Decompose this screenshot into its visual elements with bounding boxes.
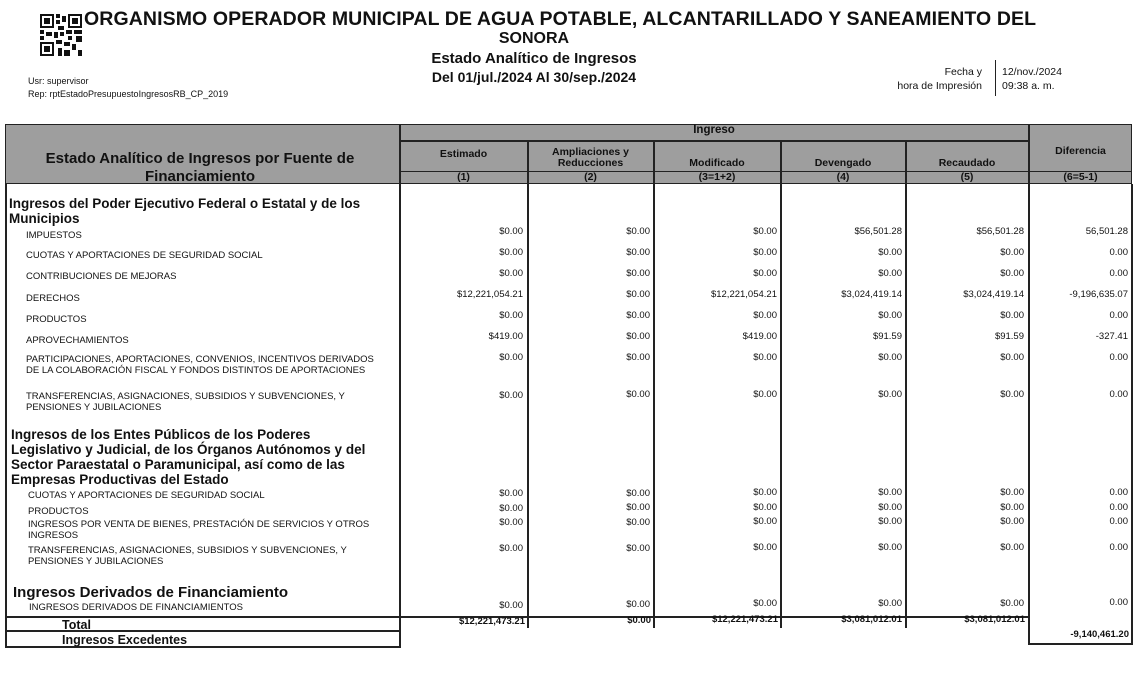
cell-estimado: $0.00 <box>499 543 523 554</box>
group-title-ingreso: Ingreso <box>693 124 735 136</box>
cell-ampliaciones: $0.00 <box>626 226 650 237</box>
row-label: CONTRIBUCIONES DE MEJORAS <box>26 271 177 282</box>
total-label: Total <box>62 618 91 632</box>
cell-devengado: $0.00 <box>878 389 902 400</box>
user-label: Usr: supervisor <box>28 76 89 86</box>
state-name: SONORA <box>498 30 570 47</box>
row-label: TRANSFERENCIAS, ASIGNACIONES, SUBSIDIOS Y SUBVENCIONES, Y PENSIONES Y JUBILACIONES <box>28 545 347 567</box>
col-code-5: (5) <box>960 171 974 183</box>
cell-ampliaciones: $0.00 <box>626 247 650 258</box>
section-title-entes-publicos: Ingresos de los Entes Públicos de los Poderes Legislativo y Judicial, de los Órganos Autónomos y del Sector Paraestatal o Paramunicipal, así como de las Empresas Productivas del Estado <box>11 427 366 487</box>
row-label: INGRESOS POR VENTA DE BIENES, PRESTACIÓN DE SERVICIOS Y OTROS INGRESOS <box>28 519 370 541</box>
cell-recaudado: $56,501.28 <box>976 226 1024 237</box>
cell-devengado: $0.00 <box>878 502 902 513</box>
cell-recaudado: $3,024,419.14 <box>963 289 1024 300</box>
total-recaudado: $3,081,012.01 <box>964 614 1025 625</box>
cell-modificado: $0.00 <box>753 502 777 513</box>
cell-devengado: $0.00 <box>878 598 902 609</box>
cell-modificado: $0.00 <box>753 487 777 498</box>
cell-ampliaciones: $0.00 <box>626 289 650 300</box>
total-estimado: $12,221,473.21 <box>458 616 525 627</box>
row-label: PRODUCTOS <box>28 506 89 517</box>
cell-devengado: $0.00 <box>878 516 902 527</box>
col-recaudado: Recaudado <box>938 157 996 169</box>
cell-ampliaciones: $0.00 <box>626 352 650 363</box>
cell-devengado: $0.00 <box>878 247 902 258</box>
cell-modificado: $419.00 <box>742 331 777 342</box>
cell-estimado: $0.00 <box>499 268 523 279</box>
section-title-financiamiento: Ingresos Derivados de Financiamiento <box>13 584 289 601</box>
col-modificado: Modificado <box>689 157 745 169</box>
cell-estimado: $0.00 <box>499 390 523 401</box>
cell-estimado: $419.00 <box>488 331 523 342</box>
total-modificado: $12,221,473.21 <box>711 614 778 625</box>
cell-recaudado: $0.00 <box>1000 268 1024 279</box>
cell-diferencia: 0.00 <box>1109 516 1128 527</box>
total-devengado: $3,081,012.01 <box>841 614 902 625</box>
row-label: PARTICIPACIONES, APORTACIONES, CONVENIOS, INCENTIVOS DERIVADOS DE LA COLABORACIÓN FISCAL Y FONDOS DISTINTOS DE APORTACIONES <box>26 354 374 376</box>
cell-recaudado: $0.00 <box>1000 516 1024 527</box>
cell-recaudado: $0.00 <box>1000 542 1024 553</box>
col-code-3: (3=1+2) <box>698 171 736 183</box>
cell-diferencia: 0.00 <box>1109 352 1128 363</box>
cell-ampliaciones: $0.00 <box>626 389 650 400</box>
row-label: APROVECHAMIENTOS <box>26 335 129 346</box>
cell-estimado: $0.00 <box>499 600 523 611</box>
cell-estimado: $0.00 <box>499 352 523 363</box>
cell-modificado: $0.00 <box>753 389 777 400</box>
cell-ampliaciones: $0.00 <box>626 310 650 321</box>
excess-value: -9,140,461.20 <box>1070 629 1129 640</box>
print-time-label: hora de Impresión <box>897 80 982 92</box>
table-main-title: Estado Analítico de Ingresos por Fuente de Financiamiento <box>45 150 355 185</box>
cell-modificado: $0.00 <box>753 310 777 321</box>
col-estimado: Estimado <box>439 148 488 160</box>
cell-diferencia: 0.00 <box>1109 247 1128 258</box>
cell-ampliaciones: $0.00 <box>626 488 650 499</box>
row-label: CUOTAS Y APORTACIONES DE SEGURIDAD SOCIAL <box>26 250 263 261</box>
row-label: INGRESOS DERIVADOS DE FINANCIAMIENTOS <box>29 602 243 613</box>
cell-estimado: $0.00 <box>499 310 523 321</box>
cell-diferencia: 0.00 <box>1109 310 1128 321</box>
col-devengado: Devengado <box>814 157 872 169</box>
cell-recaudado: $0.00 <box>1000 487 1024 498</box>
cell-devengado: $0.00 <box>878 268 902 279</box>
cell-recaudado: $0.00 <box>1000 247 1024 258</box>
cell-recaudado: $0.00 <box>1000 598 1024 609</box>
cell-estimado: $0.00 <box>499 503 523 514</box>
cell-recaudado: $91.59 <box>994 331 1024 342</box>
cell-diferencia: 0.00 <box>1109 389 1128 400</box>
cell-devengado: $91.59 <box>872 331 902 342</box>
cell-devengado: $56,501.28 <box>854 226 902 237</box>
cell-devengado: $3,024,419.14 <box>841 289 902 300</box>
row-label: PRODUCTOS <box>26 314 87 325</box>
section-title-ejecutivo: Ingresos del Poder Ejecutivo Federal o Estatal y de los Municipios <box>9 196 361 226</box>
col-code-2: (2) <box>584 171 597 183</box>
col-code-6: (6=5-1) <box>1063 171 1098 183</box>
col-diferencia: Diferencia <box>1055 145 1106 157</box>
print-date-label: Fecha y <box>944 66 982 78</box>
cell-recaudado: $0.00 <box>1000 502 1024 513</box>
cell-ampliaciones: $0.00 <box>626 543 650 554</box>
cell-devengado: $0.00 <box>878 542 902 553</box>
col-code-4: (4) <box>836 171 850 183</box>
col-ampliaciones: Ampliaciones y Reducciones <box>551 146 630 169</box>
report-title: Estado Analítico de Ingresos <box>431 50 637 67</box>
cell-estimado: $0.00 <box>499 247 523 258</box>
cell-ampliaciones: $0.00 <box>626 331 650 342</box>
cell-diferencia: 0.00 <box>1109 502 1128 513</box>
cell-modificado: $0.00 <box>753 268 777 279</box>
report-period: Del 01/jul./2024 Al 30/sep./2024 <box>431 69 637 85</box>
cell-diferencia: -327.41 <box>1095 331 1128 342</box>
row-label: TRANSFERENCIAS, ASIGNACIONES, SUBSIDIOS Y SUBVENCIONES, Y PENSIONES Y JUBILACIONES <box>26 391 345 413</box>
cell-estimado: $12,221,054.21 <box>456 289 523 300</box>
cell-modificado: $0.00 <box>753 598 777 609</box>
cell-recaudado: $0.00 <box>1000 352 1024 363</box>
cell-estimado: $0.00 <box>499 488 523 499</box>
cell-estimado: $0.00 <box>499 226 523 237</box>
cell-devengado: $0.00 <box>878 352 902 363</box>
print-date: 12/nov./2024 <box>1002 66 1062 78</box>
cell-modificado: $0.00 <box>753 226 777 237</box>
col-code-1: (1) <box>457 171 470 183</box>
cell-diferencia: 0.00 <box>1109 268 1128 279</box>
cell-recaudado: $0.00 <box>1000 310 1024 321</box>
cell-modificado: $0.00 <box>753 542 777 553</box>
row-label: CUOTAS Y APORTACIONES DE SEGURIDAD SOCIAL <box>28 490 265 501</box>
cell-diferencia: 0.00 <box>1109 487 1128 498</box>
cell-ampliaciones: $0.00 <box>626 599 650 610</box>
organization-title: ORGANISMO OPERADOR MUNICIPAL DE AGUA POTABLE, ALCANTARILLADO Y SANEAMIENTO DEL <box>84 8 1037 30</box>
cell-estimado: $0.00 <box>499 517 523 528</box>
total-ampliaciones: $0.00 <box>627 615 651 626</box>
cell-ampliaciones: $0.00 <box>626 517 650 528</box>
cell-modificado: $0.00 <box>753 247 777 258</box>
excess-label: Ingresos Excedentes <box>62 633 188 647</box>
print-divider <box>995 60 996 96</box>
row-label: IMPUESTOS <box>26 230 82 241</box>
cell-devengado: $0.00 <box>878 310 902 321</box>
cell-devengado: $0.00 <box>878 487 902 498</box>
cell-diferencia: 0.00 <box>1109 542 1128 553</box>
cell-diferencia: 0.00 <box>1109 597 1128 608</box>
report-id: Rep: rptEstadoPresupuestoIngresosRB_CP_2019 <box>28 89 229 99</box>
cell-ampliaciones: $0.00 <box>626 502 650 513</box>
print-time: 09:38 a. m. <box>1002 80 1055 92</box>
cell-diferencia: 56,501.28 <box>1085 226 1128 237</box>
cell-diferencia: -9,196,635.07 <box>1069 289 1128 300</box>
cell-ampliaciones: $0.00 <box>626 268 650 279</box>
cell-modificado: $0.00 <box>753 516 777 527</box>
cell-recaudado: $0.00 <box>1000 389 1024 400</box>
cell-modificado: $0.00 <box>753 352 777 363</box>
cell-modificado: $12,221,054.21 <box>710 289 777 300</box>
row-label: DERECHOS <box>26 293 80 304</box>
